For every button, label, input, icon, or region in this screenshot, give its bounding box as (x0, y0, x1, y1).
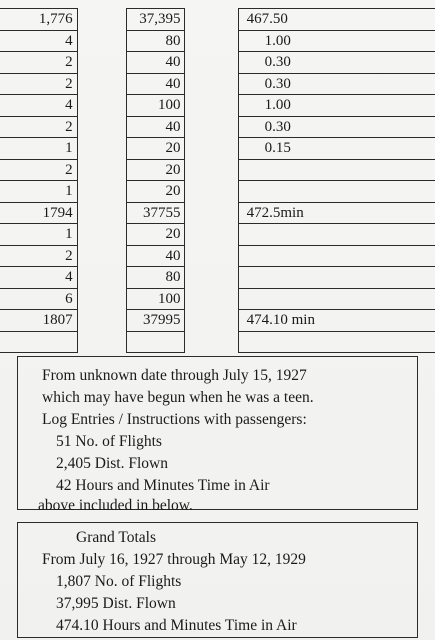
spacer-cell (77, 202, 126, 224)
grand-totals-date-range: From July 16, 1927 through May 12, 1929 (42, 551, 306, 568)
table-row (0, 52, 435, 74)
spacer-cell (77, 245, 126, 267)
time-cell (238, 288, 435, 310)
spacer-cell (185, 116, 238, 138)
spacer-cell (185, 288, 238, 310)
prior-time-in-air: 42 Hours and Minutes Time in Air (56, 477, 270, 494)
table-row (0, 95, 435, 117)
time-cell (238, 181, 435, 203)
grand-totals-box (17, 522, 418, 638)
spacer-cell (185, 245, 238, 267)
flights-cell: 2 (0, 116, 77, 138)
table-row (0, 288, 435, 310)
distance-cell: 80 (126, 267, 185, 289)
grand-totals-flights: 1,807 No. of Flights (56, 573, 182, 590)
spacer-cell (185, 95, 238, 117)
flights-cell: 4 (0, 95, 77, 117)
table-row (0, 9, 435, 31)
distance-cell (126, 331, 185, 353)
table-row (0, 181, 435, 203)
time-cell: 472.5min (238, 202, 435, 224)
prior-flights-count: 51 No. of Flights (56, 433, 162, 450)
flight-log-table (0, 8, 435, 353)
time-cell (238, 245, 435, 267)
spacer-cell (185, 181, 238, 203)
spacer-cell (77, 138, 126, 160)
spacer-cell (185, 331, 238, 353)
time-cell (238, 331, 435, 353)
flights-cell: 1 (0, 181, 77, 203)
flights-cell: 2 (0, 52, 77, 74)
spacer-cell (185, 138, 238, 160)
time-cell: 467.50 (238, 9, 435, 31)
time-cell: 1.00 (238, 30, 435, 52)
flights-cell: 1807 (0, 310, 77, 332)
prior-summary-line-3: Log Entries / Instructions with passengers: (42, 411, 307, 428)
prior-summary-note: above included in below. (38, 497, 193, 514)
time-cell: 0.15 (238, 138, 435, 160)
flights-cell: 2 (0, 73, 77, 95)
spacer-cell (77, 181, 126, 203)
spacer-cell (77, 30, 126, 52)
table-row (0, 310, 435, 332)
distance-cell: 100 (126, 288, 185, 310)
spacer-cell (185, 310, 238, 332)
prior-log-summary-box (17, 356, 418, 514)
table-row (0, 267, 435, 289)
spacer-cell (185, 73, 238, 95)
table-row (0, 116, 435, 138)
flights-cell: 1,776 (0, 9, 77, 31)
time-cell: 474.10 min (238, 310, 435, 332)
distance-cell: 40 (126, 52, 185, 74)
distance-cell: 37995 (126, 310, 185, 332)
spacer-cell (185, 30, 238, 52)
distance-cell: 20 (126, 181, 185, 203)
flights-cell: 6 (0, 288, 77, 310)
spacer-cell (77, 288, 126, 310)
spacer-cell (185, 267, 238, 289)
spacer-cell (185, 224, 238, 246)
flights-cell: 4 (0, 30, 77, 52)
table-row (0, 202, 435, 224)
grand-totals-time-in-air: 474.10 Hours and Minutes Time in Air (56, 617, 297, 634)
flights-cell: 2 (0, 245, 77, 267)
prior-distance-flown: 2,405 Dist. Flown (56, 455, 168, 472)
spacer-cell (77, 159, 126, 181)
spacer-cell (77, 267, 126, 289)
distance-cell: 37755 (126, 202, 185, 224)
spacer-cell (185, 159, 238, 181)
spacer-cell (77, 310, 126, 332)
prior-summary-line-1: From unknown date through July 15, 1927 (42, 367, 307, 384)
flights-cell: 1 (0, 224, 77, 246)
spacer-cell (185, 52, 238, 74)
spacer-cell (77, 331, 126, 353)
table-row (0, 245, 435, 267)
table-row (0, 331, 435, 353)
distance-cell: 20 (126, 159, 185, 181)
flights-cell: 1 (0, 138, 77, 160)
distance-cell: 40 (126, 116, 185, 138)
time-cell (238, 159, 435, 181)
spacer-cell (77, 52, 126, 74)
time-cell: 0.30 (238, 116, 435, 138)
grand-totals-title: Grand Totals (76, 529, 156, 546)
grand-totals-distance: 37,995 Dist. Flown (56, 595, 176, 612)
distance-cell: 37,395 (126, 9, 185, 31)
time-cell: 0.30 (238, 73, 435, 95)
spacer-cell (185, 202, 238, 224)
time-cell (238, 267, 435, 289)
spacer-cell (77, 95, 126, 117)
spacer-cell (77, 9, 126, 31)
spacer-cell (77, 73, 126, 95)
flights-cell: 2 (0, 159, 77, 181)
time-cell (238, 224, 435, 246)
table-row (0, 73, 435, 95)
distance-cell: 20 (126, 138, 185, 160)
flights-cell: 4 (0, 267, 77, 289)
distance-cell: 40 (126, 73, 185, 95)
distance-cell: 80 (126, 30, 185, 52)
time-cell: 1.00 (238, 95, 435, 117)
distance-cell: 100 (126, 95, 185, 117)
spacer-cell (185, 9, 238, 31)
time-cell: 0.30 (238, 52, 435, 74)
distance-cell: 20 (126, 224, 185, 246)
distance-cell: 40 (126, 245, 185, 267)
spacer-cell (77, 224, 126, 246)
flights-cell: 1794 (0, 202, 77, 224)
table-row (0, 159, 435, 181)
table-row (0, 30, 435, 52)
table-row (0, 224, 435, 246)
flights-cell (0, 331, 77, 353)
prior-summary-line-2: which may have begun when he was a teen. (42, 389, 314, 406)
spacer-cell (77, 116, 126, 138)
table-row (0, 138, 435, 160)
